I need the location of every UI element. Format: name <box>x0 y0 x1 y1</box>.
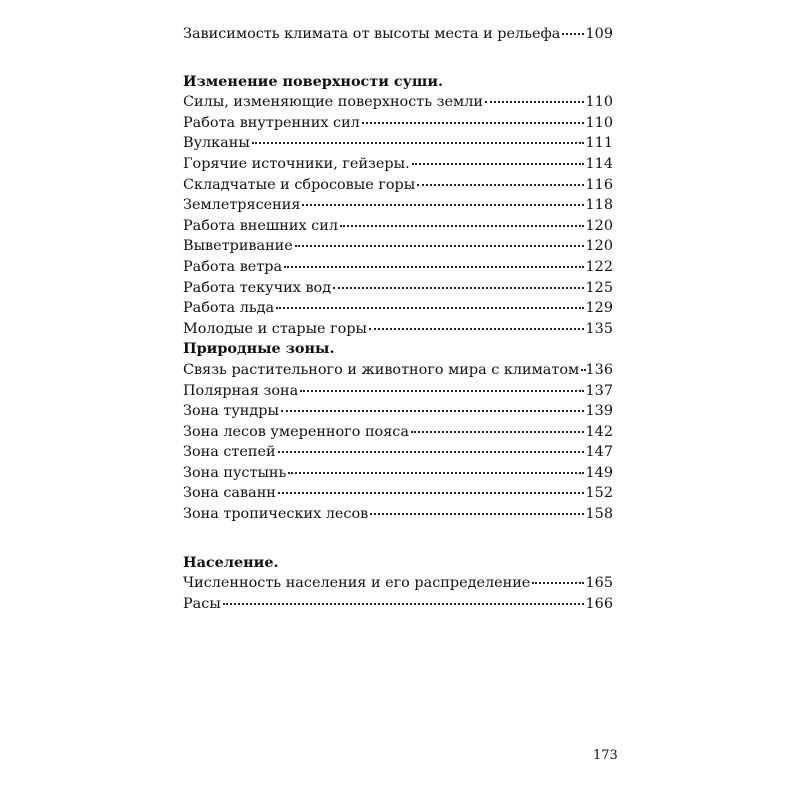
toc-entry-page: 125 <box>585 279 613 296</box>
toc-entry-title: Работа льда <box>183 300 275 317</box>
dot-leader <box>300 380 583 392</box>
toc-entry-title: Связь растительного и животного мира с климатом <box>183 361 580 378</box>
toc-entry-title: Зона пустынь <box>183 464 287 481</box>
toc-entry <box>183 573 613 594</box>
toc-entry <box>183 257 613 278</box>
section-heading: Изменение поверхности суши. <box>183 72 444 90</box>
toc-entry <box>183 463 613 484</box>
dot-leader <box>288 462 583 474</box>
toc-entry <box>183 483 613 504</box>
dot-leader <box>562 23 583 35</box>
toc-entry-title: Работа текучих вод <box>183 279 332 296</box>
toc-entry-title: Работа внешних сил <box>183 217 338 234</box>
toc-entry-title: Выветривание <box>183 238 293 255</box>
toc-entry <box>183 24 613 45</box>
section-heading: Природные зоны. <box>183 340 335 358</box>
toc-entry-page: 129 <box>585 300 613 317</box>
toc-entry-title: Работа ветра <box>183 258 283 275</box>
toc-entry-page: 149 <box>585 464 613 481</box>
dot-leader <box>417 174 583 186</box>
dot-leader <box>333 277 583 289</box>
toc-entry-page: 139 <box>585 403 613 420</box>
toc-entry <box>183 442 613 463</box>
toc-entry-page: 110 <box>585 94 613 111</box>
toc-entry-page: 111 <box>585 135 613 152</box>
toc-entry-title: Зона лесов умеренного пояса <box>183 423 409 440</box>
toc-entry-title: Зона тундры <box>183 403 279 420</box>
dot-leader <box>340 215 584 227</box>
toc-entry <box>183 113 613 134</box>
dot-leader <box>223 593 584 605</box>
toc-entry <box>183 298 613 319</box>
toc-entry <box>183 195 613 216</box>
toc-entry-page: 122 <box>585 258 613 275</box>
toc-entry-title: Расы <box>183 595 221 612</box>
toc-entry <box>183 504 613 525</box>
toc-entry-title: Складчатые и сбросовые горы <box>183 176 416 193</box>
dot-leader <box>281 400 584 412</box>
toc-entry <box>183 133 613 154</box>
dot-leader <box>370 503 583 515</box>
toc-entry <box>183 236 613 257</box>
toc-entry-title: Зависимость климата от высоты места и рельефа <box>183 26 561 42</box>
toc-entry-page: 109 <box>585 26 613 42</box>
toc-entry-title: Вулканы <box>183 135 250 152</box>
toc-entry <box>183 360 613 381</box>
dot-leader <box>369 318 584 330</box>
toc-entry-title: Землетрясения <box>183 197 301 214</box>
dot-leader <box>362 112 584 124</box>
toc-entry-title: Зона саванн <box>183 485 276 502</box>
section-gap <box>183 525 613 553</box>
toc-entry <box>183 401 613 422</box>
toc-entry-page: 158 <box>585 506 613 523</box>
toc-entry-title: Численность населения и его распределение <box>183 575 531 592</box>
toc-entry <box>183 319 613 340</box>
dot-leader <box>485 91 584 103</box>
dot-leader <box>278 441 584 453</box>
toc-entry-page: 110 <box>585 114 613 131</box>
toc-entry-page: 120 <box>585 217 613 234</box>
toc-entry-page: 120 <box>585 238 613 255</box>
toc-entry-page: 135 <box>585 320 613 337</box>
toc-entry-title: Силы, изменяющие поверхность земли <box>183 94 483 111</box>
dot-leader <box>581 359 583 371</box>
dot-leader <box>302 194 583 206</box>
toc-entry-title: Зона степей <box>183 444 276 461</box>
toc-entry <box>183 422 613 443</box>
dot-leader <box>412 153 584 165</box>
dot-leader <box>532 572 583 584</box>
toc-entry-page: 165 <box>585 575 613 592</box>
toc-entry <box>183 175 613 196</box>
toc-entry-title: Полярная зона <box>183 382 299 399</box>
dot-leader <box>295 235 584 247</box>
dot-leader <box>284 256 583 268</box>
toc-entry <box>183 381 613 402</box>
section-gap <box>183 45 613 72</box>
toc-entry-page: 166 <box>585 595 613 612</box>
dot-leader <box>252 132 584 144</box>
toc-entry-page: 116 <box>585 176 613 193</box>
toc-entry <box>183 154 613 175</box>
toc-entry-page: 118 <box>585 197 613 214</box>
toc-entry-page: 137 <box>585 382 613 399</box>
dot-leader <box>411 421 584 433</box>
section-heading: Население. <box>183 553 279 571</box>
toc-entry <box>183 92 613 113</box>
page-number: 173 <box>593 748 618 763</box>
dot-leader <box>278 482 584 494</box>
toc-entry-page: 147 <box>585 444 613 461</box>
toc-entry <box>183 216 613 237</box>
toc-entry-page: 142 <box>585 423 613 440</box>
toc-entry-title: Горячие источники, гейзеры. <box>183 155 410 172</box>
toc-entry-page: 114 <box>585 155 613 172</box>
toc-entry <box>183 594 613 615</box>
toc-entry-title: Молодые и старые горы <box>183 320 368 337</box>
toc-entry-page: 152 <box>585 485 613 502</box>
toc-entry-page: 136 <box>585 361 613 378</box>
toc-entry <box>183 278 613 299</box>
dot-leader <box>276 297 583 309</box>
toc-entry-title: Работа внутренних сил <box>183 114 360 131</box>
table-of-contents <box>183 24 613 614</box>
toc-entry-title: Зона тропических лесов <box>183 506 369 523</box>
